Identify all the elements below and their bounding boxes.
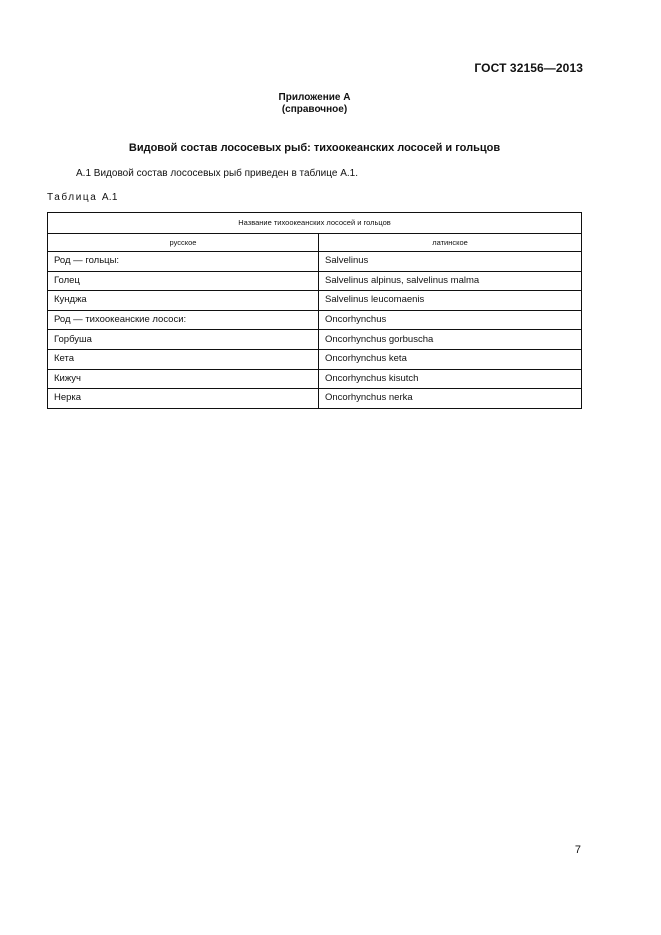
column-header-latin: латинское bbox=[319, 234, 582, 252]
cell-russian: Голец bbox=[48, 271, 319, 291]
table-row bbox=[48, 349, 582, 369]
intro-paragraph: А.1 Видовой состав лососевых рыб приведен в таблице А.1. bbox=[76, 168, 359, 179]
table-caption-word: Таблица bbox=[47, 192, 98, 203]
cell-latin: Salvelinus leucomaenis bbox=[319, 291, 582, 311]
cell-russian: Горбуша bbox=[48, 330, 319, 350]
page-number: 7 bbox=[574, 844, 581, 856]
cell-russian: Кета bbox=[48, 349, 319, 369]
cell-russian: Кунджа bbox=[48, 291, 319, 311]
species-table bbox=[47, 212, 582, 409]
cell-russian: Род — тихоокеанские лососи: bbox=[48, 310, 319, 330]
table-row bbox=[48, 389, 582, 409]
table-row bbox=[48, 252, 582, 272]
cell-latin: Oncorhynchus bbox=[319, 310, 582, 330]
appendix-title: Приложение А bbox=[278, 92, 351, 103]
cell-russian: Нерка bbox=[48, 389, 319, 409]
cell-latin: Salvelinus bbox=[319, 252, 582, 272]
table-row bbox=[48, 310, 582, 330]
table-main-header: Название тихоокеанских лососей и гольцов bbox=[48, 213, 582, 234]
table-caption bbox=[47, 192, 118, 203]
appendix-subtitle: (справочное) bbox=[281, 104, 348, 115]
table-caption-number: А.1 bbox=[101, 192, 118, 203]
document-code: ГОСТ 32156—2013 bbox=[474, 61, 583, 75]
table-row bbox=[48, 330, 582, 350]
cell-latin: Oncorhynchus keta bbox=[319, 349, 582, 369]
cell-russian: Кижуч bbox=[48, 369, 319, 389]
table-row bbox=[48, 271, 582, 291]
table-row bbox=[48, 369, 582, 389]
column-header-russian: русское bbox=[48, 234, 319, 252]
cell-latin: Oncorhynchus nerka bbox=[319, 389, 582, 409]
cell-latin: Oncorhynchus kisutch bbox=[319, 369, 582, 389]
cell-russian: Род — гольцы: bbox=[48, 252, 319, 272]
cell-latin: Oncorhynchus gorbuscha bbox=[319, 330, 582, 350]
table-row bbox=[48, 291, 582, 311]
cell-latin: Salvelinus alpinus, salvelinus malma bbox=[319, 271, 582, 291]
section-title: Видовой состав лососевых рыб: тихоокеанских лососей и гольцов bbox=[128, 142, 501, 154]
